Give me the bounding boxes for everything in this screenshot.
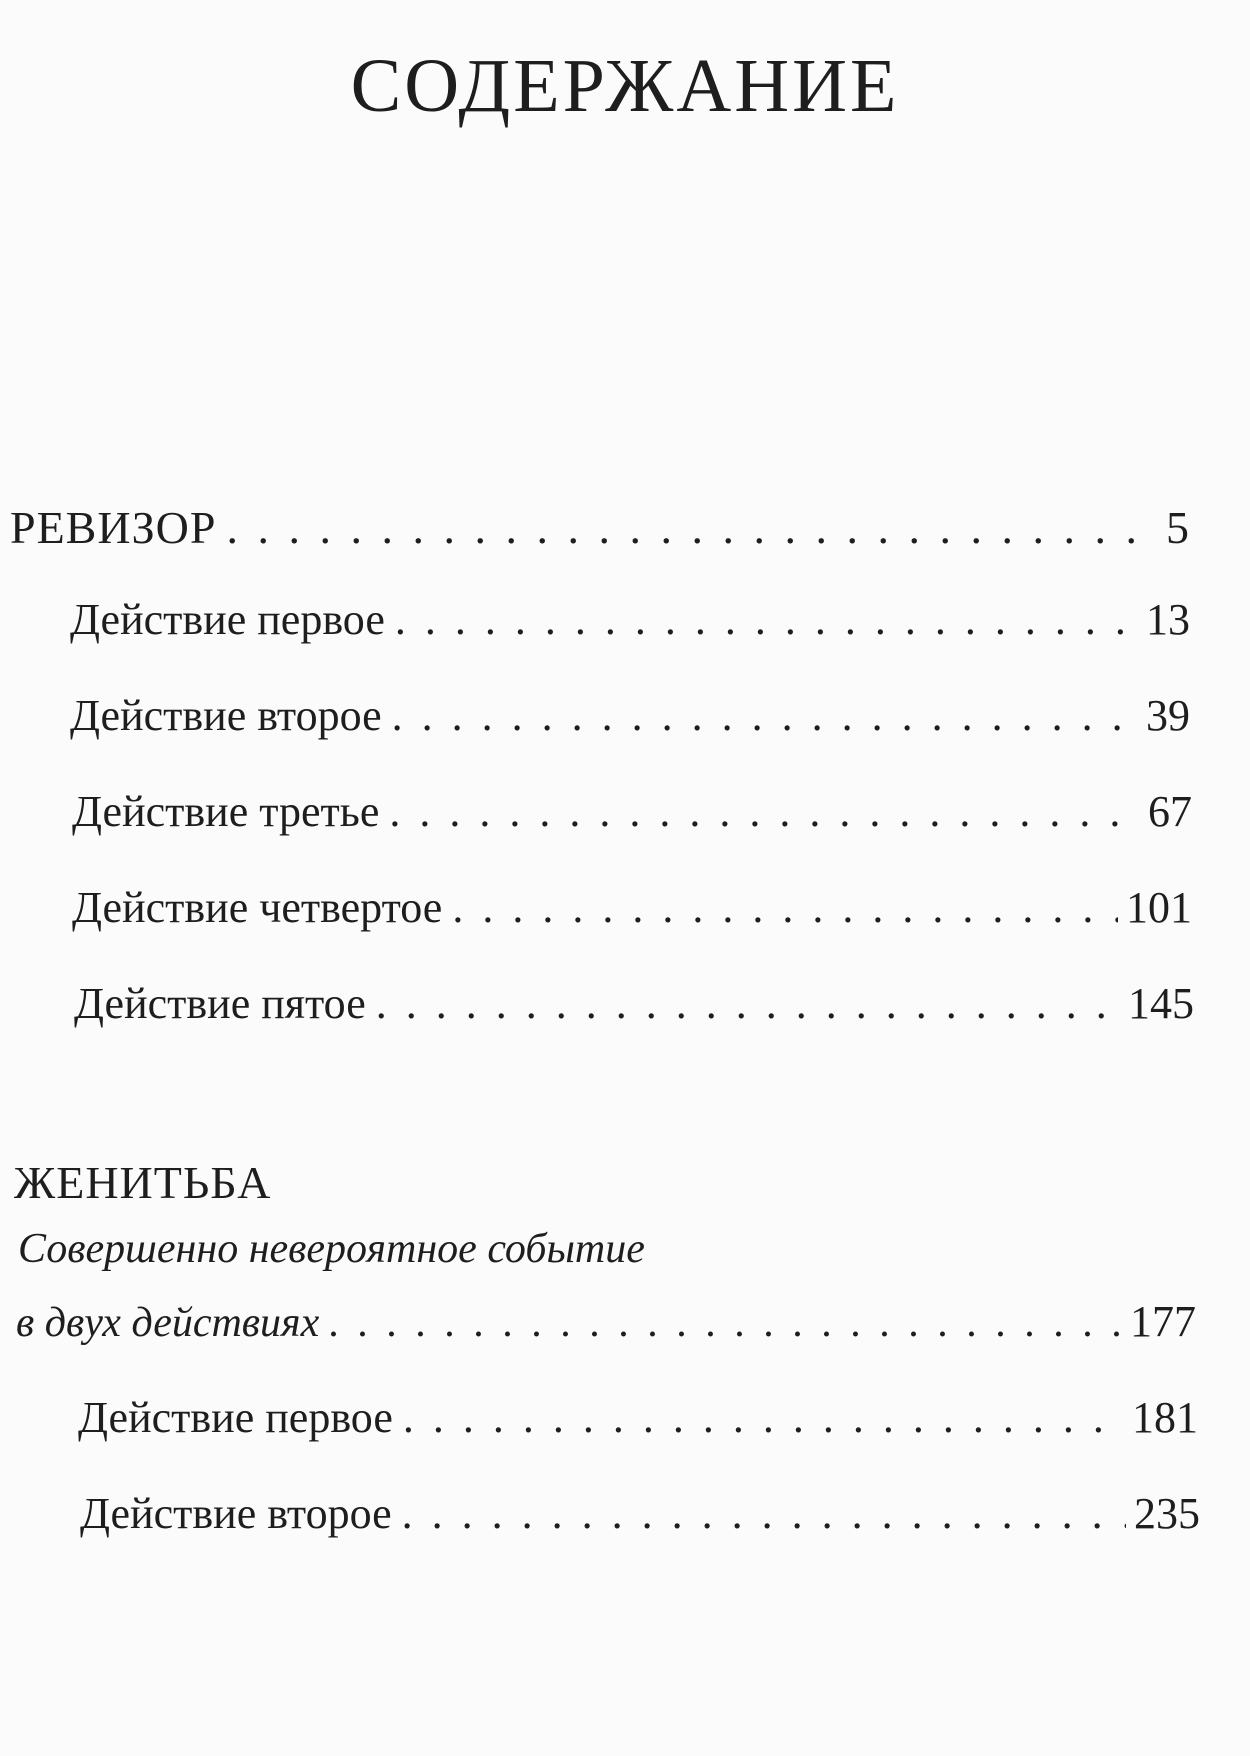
dot-leader: [452, 886, 1118, 930]
toc-entry-revizor-act-4[interactable]: [72, 883, 1192, 932]
dot-leader: [226, 505, 1158, 551]
toc-entry-zhenitba-act-1[interactable]: [78, 1393, 1198, 1442]
toc-entry-label: в двух действиях: [16, 1300, 320, 1346]
dot-leader: [376, 982, 1120, 1026]
toc-page-number: 181: [1132, 1393, 1198, 1442]
toc-entry-label: Действие четвертое: [72, 883, 443, 932]
toc-entry-revizor-act-2[interactable]: [70, 691, 1190, 740]
toc-entry-label: Действие третье: [72, 787, 380, 836]
dot-leader: [389, 790, 1140, 834]
dot-leader: [329, 1302, 1122, 1344]
toc-page-number: 39: [1146, 691, 1190, 740]
toc-entry-title: РЕВИЗОР: [10, 502, 217, 553]
toc-page-number: 5: [1166, 502, 1190, 553]
toc-entry-label: Действие первое: [70, 595, 385, 644]
toc-page-number: 67: [1148, 787, 1192, 836]
toc-page-number: 235: [1134, 1489, 1200, 1538]
dot-leader: [395, 598, 1138, 642]
toc-entry-revizor[interactable]: [10, 502, 1190, 553]
toc-entry-label: Действие первое: [78, 1393, 393, 1442]
toc-entry-zhenitba-subtitle: Совершенно невероятное событие: [18, 1226, 645, 1272]
dot-leader: [392, 694, 1138, 738]
toc-entry-revizor-act-3[interactable]: [72, 787, 1192, 836]
page-title: СОДЕРЖАНИЕ: [350, 44, 900, 128]
toc-entry-label: Действие пятое: [74, 979, 366, 1028]
dot-leader: [402, 1492, 1126, 1536]
toc-page-number: 13: [1146, 595, 1190, 644]
toc-entry-revizor-act-5[interactable]: [74, 979, 1194, 1028]
toc-entry-zhenitba-title[interactable]: ЖЕНИТЬБА: [14, 1157, 272, 1208]
toc-entry-revizor-act-1[interactable]: [70, 595, 1190, 644]
toc-entry-zhenitba-act-2[interactable]: [80, 1489, 1200, 1538]
toc-page-number: 145: [1128, 979, 1194, 1028]
toc-page-number: 101: [1126, 883, 1192, 932]
toc-entry-label: Действие второе: [80, 1489, 392, 1538]
toc-page-number: 177: [1130, 1297, 1196, 1346]
toc-entry-label: Действие второе: [70, 691, 382, 740]
toc-entry-zhenitba[interactable]: [16, 1297, 1196, 1346]
dot-leader: [403, 1396, 1124, 1440]
